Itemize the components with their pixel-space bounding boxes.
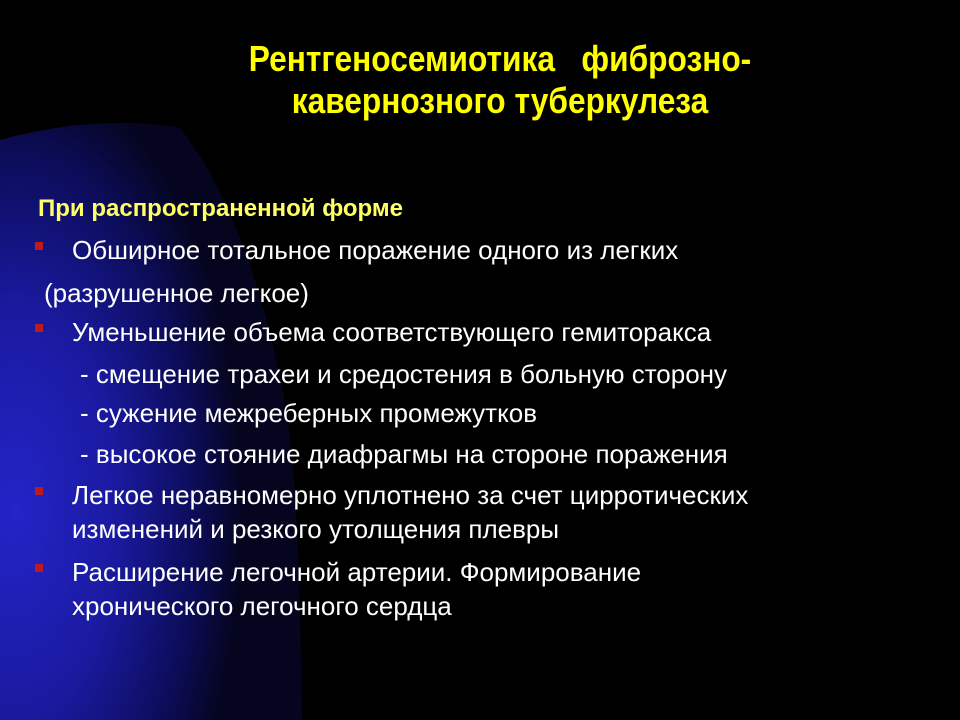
bullet-icon [35, 324, 43, 332]
bullet-icon [35, 487, 43, 495]
title-line-2: кавернозного туберкулеза [291, 80, 709, 121]
bullet-icon [35, 564, 43, 572]
section-subheading: При распространенной форме [38, 195, 404, 222]
bullet-icon [35, 242, 43, 250]
title-line-1: Рентгеносемиотика фиброзно- [248, 38, 752, 79]
sub-item-text: - сужение межреберных промежутков [80, 398, 538, 428]
bullet-item-text: Легкое неравномерно уплотнено за счет цирротических [72, 480, 749, 510]
bullet-item-text: Обширное тотальное поражение одного из легких [72, 235, 679, 265]
bullet-item-continuation: хронического легочного сердца [72, 591, 452, 621]
sub-item-text: - высокое стояние диафрагмы на стороне поражения [80, 439, 728, 469]
sub-item-text: - смещение трахеи и средостения в больную сторону [80, 359, 728, 389]
bullet-item-continuation: (разрушенное легкое) [44, 278, 309, 308]
bullet-item-text: Расширение легочной артерии. Формирование [72, 557, 642, 587]
bullet-item-continuation: изменений и резкого утолщения плевры [72, 514, 560, 544]
bullet-item-text: Уменьшение объема соответствующего гемиторакса [72, 317, 712, 347]
